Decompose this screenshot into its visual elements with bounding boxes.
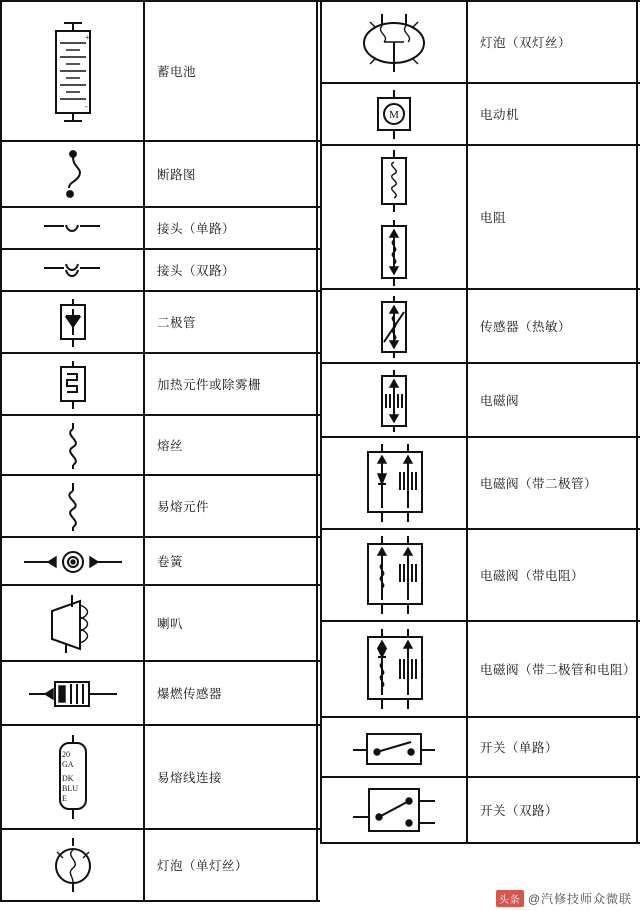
- heating-element-or-defogger-symbol: [0, 354, 145, 416]
- open-circuit-symbol: [0, 142, 145, 208]
- table-row: [0, 208, 320, 250]
- symbol-label: 灯泡（单灯丝）: [145, 830, 318, 902]
- symbol-label: 二极管: [145, 292, 318, 354]
- bulb-single-filament-symbol: [0, 830, 145, 902]
- table-row: [0, 250, 320, 292]
- symbol-label: 喇叭: [145, 586, 318, 662]
- symbol-label: 开关（单路）: [468, 718, 638, 778]
- resistor-symbol: [320, 146, 468, 290]
- table-row: [320, 84, 640, 146]
- right-column: [320, 0, 640, 900]
- svg-text:20: 20: [61, 750, 70, 759]
- connector-dual-symbol: [0, 250, 145, 292]
- sensor-thermistor-symbol: [320, 290, 468, 364]
- table-row: [0, 292, 320, 354]
- horn-symbol: [0, 586, 145, 662]
- solenoid-valve-symbol: [320, 364, 468, 438]
- switch-dual-symbol: [320, 778, 468, 844]
- table-row: [0, 830, 320, 902]
- solenoid-valve-with-diode-symbol: [320, 438, 468, 530]
- battery-symbol: [0, 2, 145, 142]
- table-row: [0, 586, 320, 662]
- symbol-label: 卷簧: [145, 538, 318, 586]
- table-row: [320, 438, 640, 530]
- table-row: [0, 416, 320, 476]
- table-row: [320, 2, 640, 84]
- table-row: [0, 662, 320, 726]
- table-row: [320, 146, 640, 290]
- svg-text:-: -: [84, 102, 88, 111]
- table-row: [320, 290, 640, 364]
- symbol-label: 电磁阀（带二极管）: [468, 438, 638, 530]
- knock-sensor-symbol: [0, 662, 145, 726]
- symbol-label: 灯泡（双灯丝）: [468, 2, 638, 84]
- svg-text:DK: DK: [61, 774, 74, 783]
- connector-single-symbol: [0, 208, 145, 250]
- svg-text:+: +: [84, 33, 90, 42]
- symbol-label: 蓄电池: [145, 2, 318, 142]
- watermark: [496, 890, 632, 907]
- table-row: [0, 142, 320, 208]
- table-row: [0, 476, 320, 538]
- table-row: [320, 530, 640, 622]
- symbol-label: 接头（单路）: [145, 208, 318, 250]
- symbol-label: 熔丝: [145, 416, 318, 476]
- symbol-label: 电磁阀（带二极管和电阻）: [468, 622, 638, 718]
- fuse-symbol: [0, 416, 145, 476]
- bulb-dual-filament-symbol: [320, 2, 468, 84]
- symbol-label: 电动机: [468, 84, 638, 146]
- left-column: [0, 0, 320, 900]
- switch-single-symbol: [320, 718, 468, 778]
- symbol-label: 电磁阀: [468, 364, 638, 438]
- symbol-label: 易熔线连接: [145, 726, 318, 830]
- table-row: [320, 718, 640, 778]
- table-row: [0, 2, 320, 142]
- solenoid-valve-with-diode-and-resistor-symbol: [320, 622, 468, 718]
- symbol-label: 传感器（热敏）: [468, 290, 638, 364]
- symbol-label: 电磁阀（带电阻）: [468, 530, 638, 622]
- symbol-label: 断路图: [145, 142, 318, 208]
- symbol-label: 易熔元件: [145, 476, 318, 538]
- solenoid-valve-with-resistor-symbol: [320, 530, 468, 622]
- table-row: [320, 778, 640, 844]
- symbol-label: 加热元件或除雾栅: [145, 354, 318, 416]
- watermark-text: @汽修技师众微联: [527, 892, 632, 906]
- symbol-label: 开关（双路）: [468, 778, 638, 844]
- svg-text:BLU: BLU: [61, 784, 78, 793]
- table-row: [320, 622, 640, 718]
- diode-symbol: [0, 292, 145, 354]
- table-row: [0, 354, 320, 416]
- symbol-label: 爆燃传感器: [145, 662, 318, 726]
- svg-text:M: M: [389, 109, 399, 121]
- toutiao-badge: 头条: [496, 890, 524, 907]
- coil-spring-symbol: [0, 538, 145, 586]
- table-row: [0, 538, 320, 586]
- svg-text:GA: GA: [61, 760, 74, 769]
- symbol-label: 电阻: [468, 146, 638, 290]
- table-row: [0, 726, 320, 830]
- fusible-link-symbol: [0, 726, 145, 830]
- svg-text:E: E: [61, 794, 67, 803]
- fusible-element-symbol: [0, 476, 145, 538]
- table-row: [320, 364, 640, 438]
- motor-symbol: [320, 84, 468, 146]
- symbol-label: 接头（双路）: [145, 250, 318, 292]
